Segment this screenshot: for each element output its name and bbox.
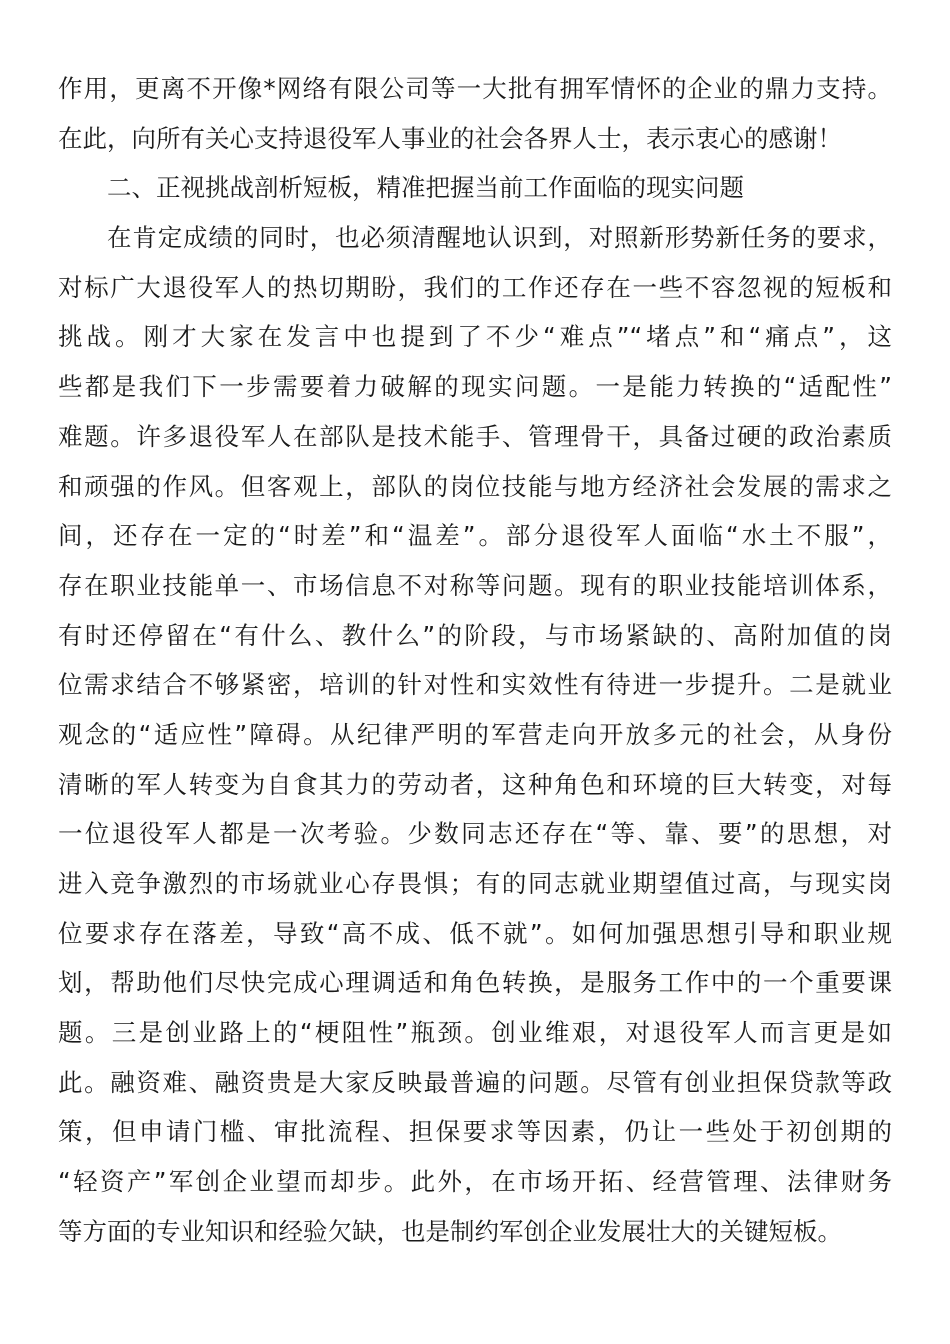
- text-line: 有时还停留在“有什么、教什么”的阶段，与市场紧缺的、高附加值的岗: [58, 620, 892, 650]
- text-line: 等方面的专业知识和经验欠缺，也是制约军创企业发展壮大的关键短板。: [58, 1216, 842, 1246]
- text-line: 间，还存在一定的“时差”和“温差”。部分退役军人面临“水土不服”，: [58, 521, 892, 551]
- text-line: 一位退役军人都是一次考验。少数同志还存在“等、靠、要”的思想，对: [58, 819, 892, 849]
- text-line: “轻资产”军创企业望而却步。此外，在市场开拓、经营管理、法律财务: [58, 1167, 892, 1197]
- text-line: 些都是我们下一步需要着力破解的现实问题。一是能力转换的“适配性”: [58, 372, 892, 402]
- text-line: 题。三是创业路上的“梗阻性”瓶颈。创业维艰，对退役军人而言更是如: [58, 1018, 892, 1048]
- text-line: 策，但申请门槛、审批流程、担保要求等因素，仍让一些处于初创期的: [58, 1117, 892, 1147]
- text-line: 和顽强的作风。但客观上，部队的岗位技能与地方经济社会发展的需求之: [58, 471, 892, 501]
- text-line: 观念的“适应性”障碍。从纪律严明的军营走向开放多元的社会，从身份: [58, 719, 892, 749]
- text-line: 位要求存在落差，导致“高不成、低不就”。如何加强思想引导和职业规: [58, 918, 892, 948]
- text-line: 位需求结合不够紧密，培训的针对性和实效性有待进一步提升。二是就业: [58, 670, 892, 700]
- text-line: 对标广大退役军人的热切期盼，我们的工作还存在一些不容忽视的短板和: [58, 272, 892, 302]
- document-page: [58, 64, 892, 1257]
- text-line: 进入竞争激烈的市场就业心存畏惧；有的同志就业期望值过高，与现实岗: [58, 869, 892, 898]
- text-line: 存在职业技能单一、市场信息不对称等问题。现有的职业技能培训体系，: [58, 570, 892, 600]
- text-line: 在此，向所有关心支持退役军人事业的社会各界人士，表示衷心的感谢！: [58, 123, 842, 153]
- text-line: 划，帮助他们尽快完成心理调适和角色转换，是服务工作中的一个重要课: [58, 968, 892, 998]
- text-line: 作用，更离不开像*网络有限公司等一大批有拥军情怀的企业的鼎力支持。: [58, 74, 892, 103]
- text-line: 难题。许多退役军人在部队是技术能手、管理骨干，具备过硬的政治素质: [58, 421, 892, 451]
- text-line: 挑战。刚才大家在发言中也提到了不少“难点”“堵点”和“痛点”，这: [58, 322, 892, 352]
- text-line: 清晰的军人转变为自食其力的劳动者，这种角色和环境的巨大转变，对每: [58, 769, 892, 799]
- section-heading: 二、正视挑战剖析短板，精准把握当前工作面临的现实问题: [107, 173, 744, 203]
- text-line: 在肯定成绩的同时，也必须清醒地认识到，对照新形势新任务的要求，: [107, 223, 892, 253]
- text-line: 此。融资难、融资贵是大家反映最普遍的问题。尽管有创业担保贷款等政: [58, 1067, 892, 1097]
